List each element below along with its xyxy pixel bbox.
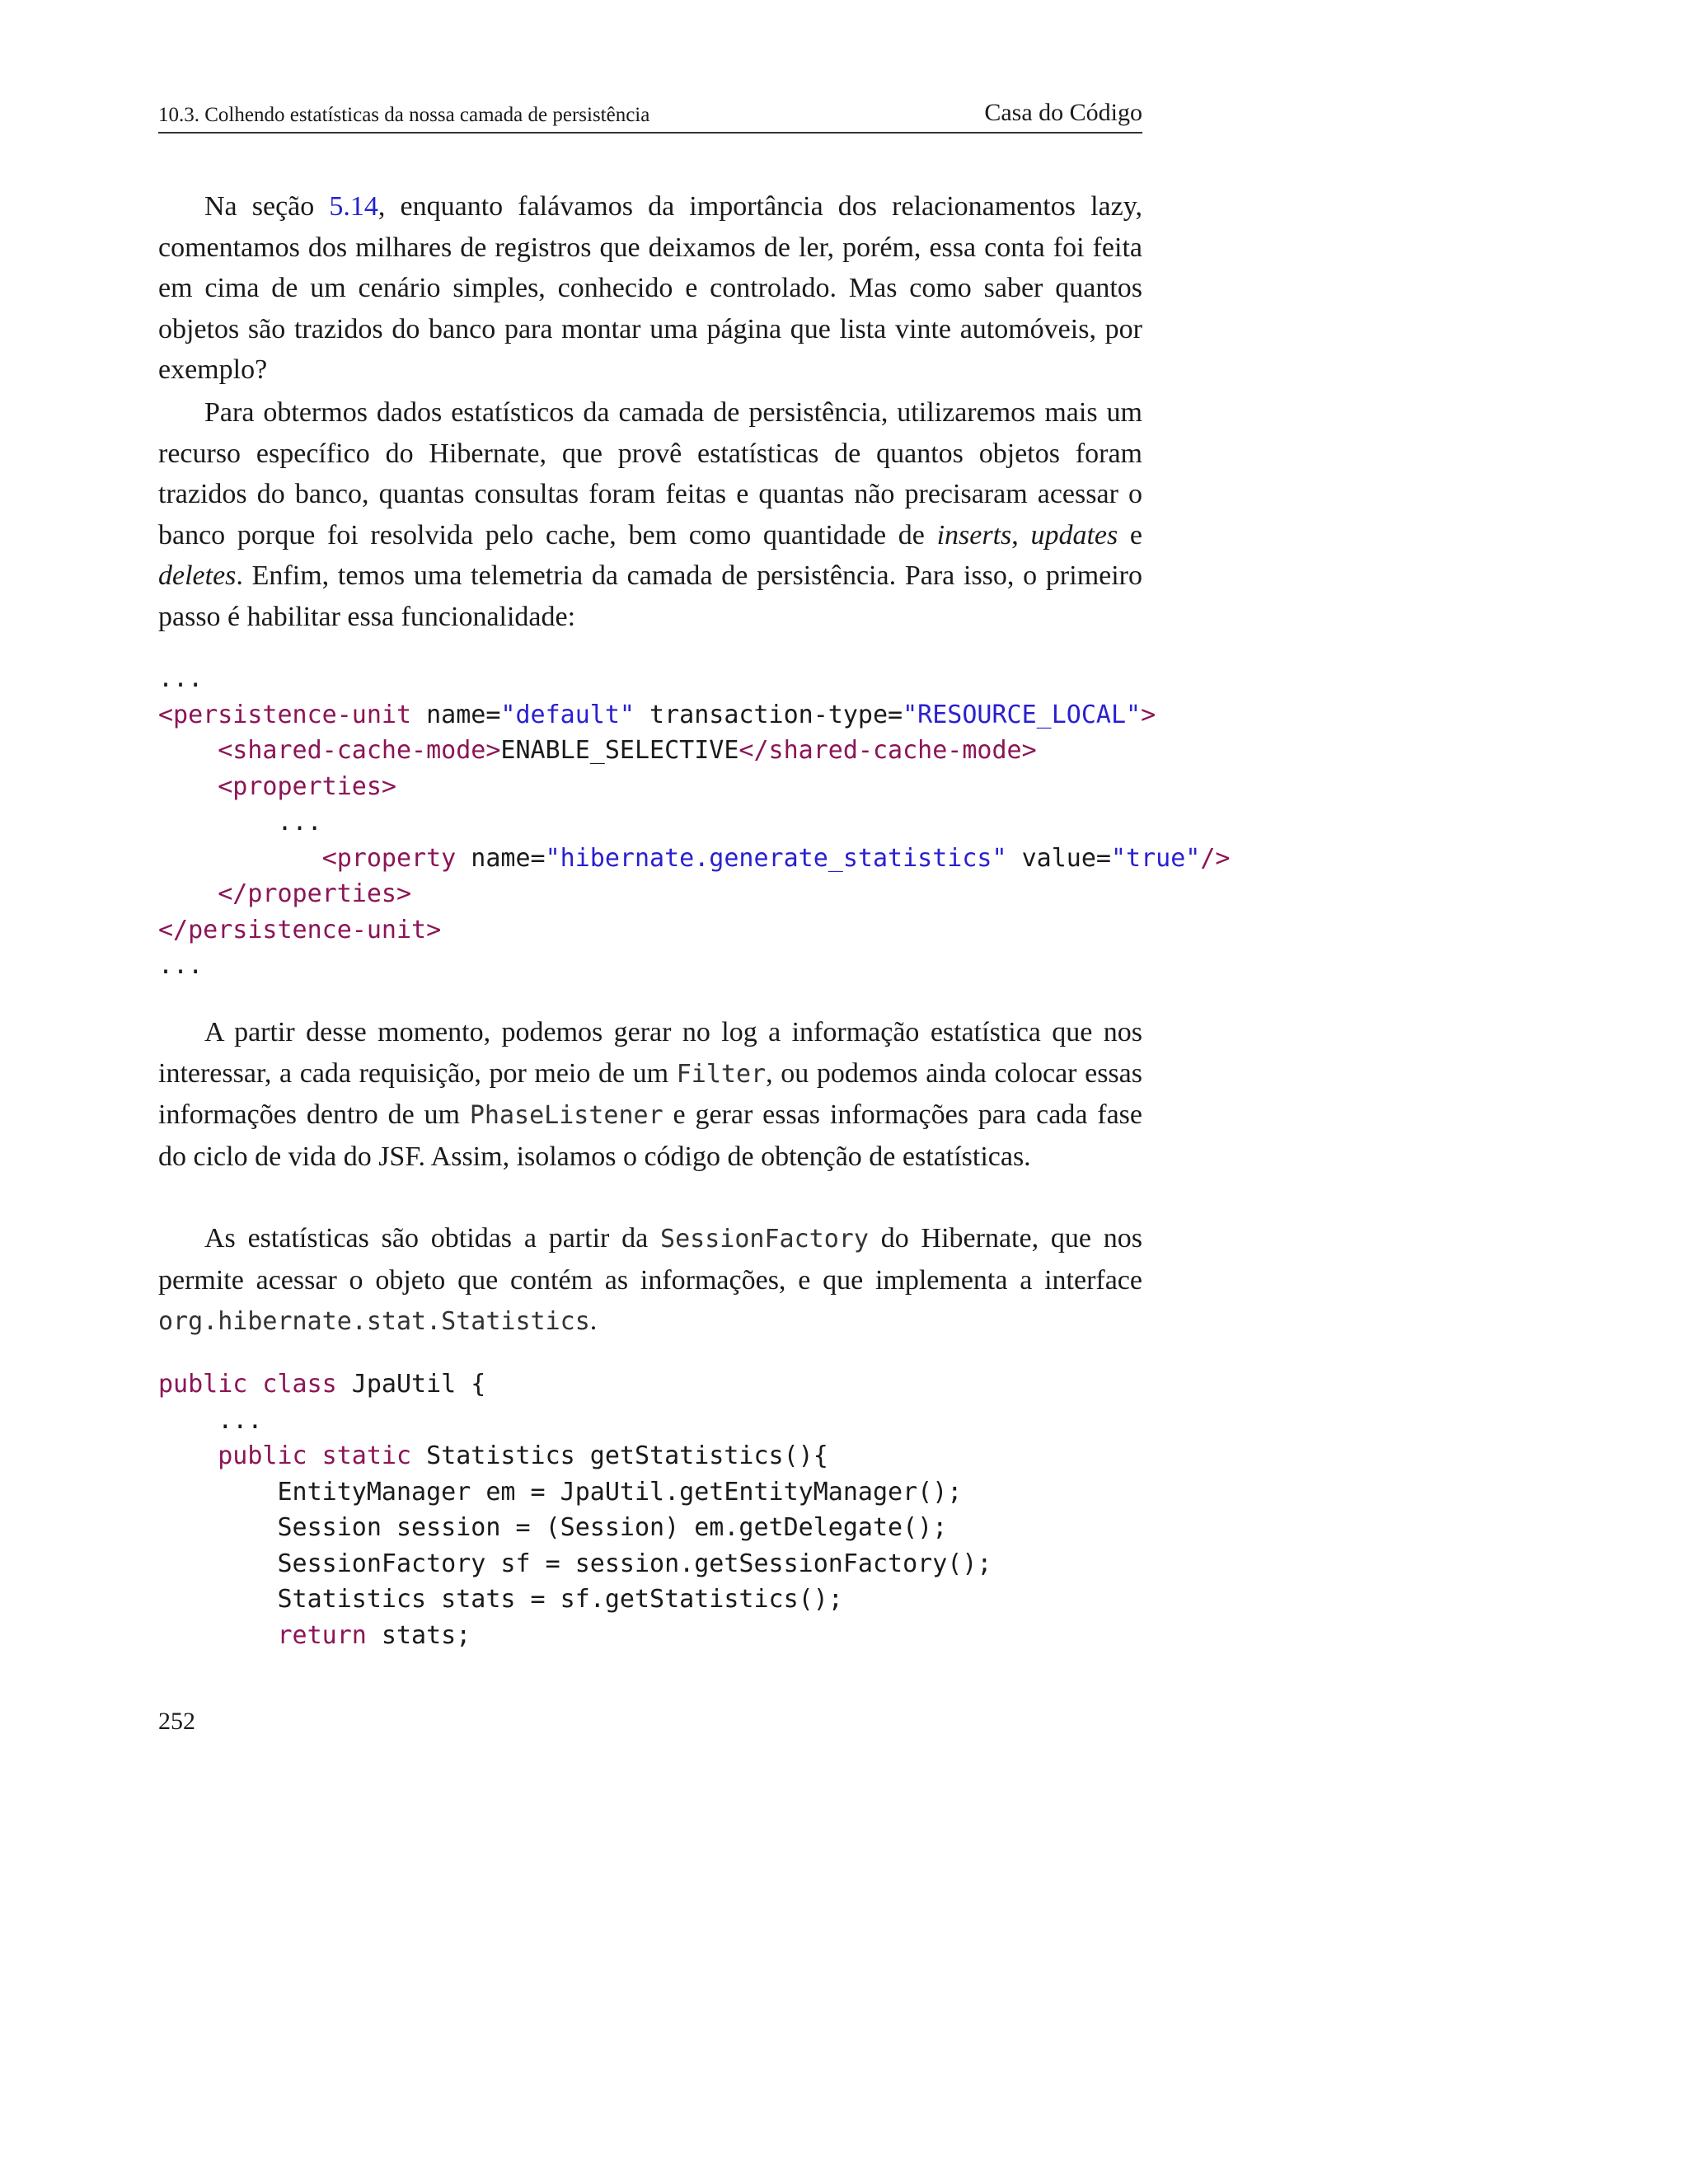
code-line: SessionFactory sf = session.getSessionFactory(); [277,1549,992,1578]
code-line: </persistence-unit> [158,915,442,944]
code-line: <persistence-unit name="default" transaction-type="RESOURCE_LOCAL"> [158,700,1156,729]
section-link[interactable]: 5.14 [329,191,378,222]
code-block-jpautil [158,1366,992,1653]
code-line: public static Statistics getStatistics(){ [218,1441,828,1470]
paragraph-filter: A partir desse momento, podemos gerar no log a informação estatística que nos interessar, a cada requisição, por meio de um Filter, ou podemos ainda colocar essas informações dentro de um PhaseListener e gerar essas informações para cada fase do ciclo de vida do JSF. Assim, isolamos o código de obtenção de estatísticas. [158,1017,1142,1172]
paragraph-intro: Na seção 5.14, enquanto falávamos da importância dos relacionamentos lazy, comentamos dos milhares de registros que deixamos de ler, porém, essa conta foi feita em cima de um cenário simples, conhecido e controlado. Mas como saber quantos objetos são trazidos do banco para montar uma página que lista vinte automóveis, por exemplo? [158,191,1142,385]
code-line: ... [158,664,204,693]
paragraph-sessionfactory: As estatísticas são obtidas a partir da SessionFactory do Hibernate, que nos permite acessar o objeto que contém as informações, e que implementa a interface org.hibernate.stat.Statistics. [158,1223,1142,1336]
code-line: ... [277,808,322,837]
code-line: return stats; [277,1620,471,1650]
code-line: </properties> [218,879,412,908]
header-publisher: Casa do Código [984,99,1142,126]
code-line: ... [158,951,204,980]
code-line: Statistics stats = sf.getStatistics(); [277,1585,843,1614]
code-line: <property name="hibernate.generate_statistics" value="true"/> [321,843,1231,873]
paragraph-statistics: Para obtermos dados estatísticos da camada de persistência, utilizaremos mais um recurso específico do Hibernate, que provê estatísticas de quantos objetos foram trazidos do banco, quantas consultas foram feitas e quantas não precisaram acessar o banco porque foi resolvida pelo cache, bem como quantidade de inserts, updates e deletes. Enfim, temos uma telemetria da camada de persistência. Para isso, o primeiro passo é habilitar essa funcionalidade: [158,397,1142,632]
code-line: ... [218,1405,263,1435]
code-line: <shared-cache-mode>ENABLE_SELECTIVE</shared-cache-mode> [218,736,1037,765]
page-number: 252 [158,1708,195,1735]
code-block-persistence-xml [158,661,1230,984]
code-line: public class JpaUtil { [158,1370,486,1399]
running-header [158,99,1142,134]
header-section-title: 10.3. Colhendo estatísticas da nossa camada de persistência [158,104,650,126]
code-line: <properties> [218,771,396,801]
code-line: Session session = (Session) em.getDelegate(); [277,1513,948,1542]
code-line: EntityManager em = JpaUtil.getEntityManager(); [277,1477,963,1507]
